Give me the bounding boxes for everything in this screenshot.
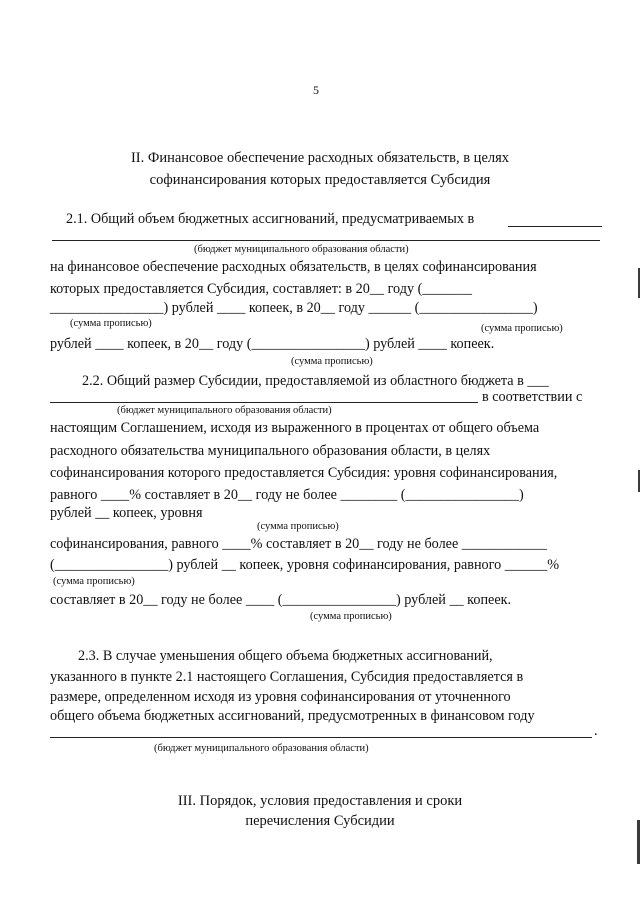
p23-line-3: размере, определенном исходя из уровня софинансирования от уточненного	[50, 689, 511, 705]
p23-blank-budget-line	[50, 737, 592, 738]
p23-line-2: указанного в пункте 2.1 настоящего Соглашения, Субсидия предоставляется в	[50, 669, 524, 685]
section-2-heading-line-1: II. Финансовое обеспечение расходных обязательств, в целях	[130, 150, 510, 166]
p22-line-8: софинансирования, равного ____% составляет в 20__ году не более ____________	[50, 536, 547, 552]
p22-line-3: настоящим Соглашением, исходя из выраженного в процентах от общего объема	[50, 420, 540, 436]
p22-caption-budget: (бюджет муниципального образования области)	[117, 405, 332, 416]
p22-line-6: равного ____% составляет в 20__ году не более ________ (________________)	[50, 487, 524, 503]
p22-line-2-tail: в соответствии с	[482, 389, 583, 405]
p22-line-5: софинансирования которого предоставляется Субсидия: уровня софинансирования,	[50, 465, 558, 481]
p21-blank-budget-inline	[508, 226, 602, 227]
p21-line-3: которых предоставляется Субсидия, составляет: в 20__ году (_______	[50, 281, 472, 297]
p22-line-10: составляет в 20__ году не более ____ (________________) рублей __ копеек.	[50, 592, 512, 608]
p21-line-4: ________________) рублей ____ копеек, в 20__ году ______ (________________)	[50, 300, 538, 316]
p22-caption-sum-1: (сумма прописью)	[257, 521, 339, 532]
p21-line-2: на финансовое обеспечение расходных обязательств, в целях софинансирования	[50, 259, 537, 275]
p21-line-5: рублей ____ копеек, в 20__ году (________________) рублей ____ копеек.	[50, 336, 495, 352]
p22-line-7: рублей __ копеек, уровня	[50, 505, 203, 521]
section-3-heading-line-2: перечисления Субсидии	[245, 813, 395, 829]
p23-caption-budget: (бюджет муниципального образования области)	[154, 743, 369, 754]
p21-caption-sum-right: (сумма прописью)	[481, 323, 563, 334]
p22-line-1: 2.2. Общий размер Субсидии, предоставляемой из областного бюджета в ___	[82, 373, 549, 389]
p21-caption-sum-bottom: (сумма прописью)	[291, 356, 373, 367]
p22-line-4: расходного обязательства муниципального образования области, в целях	[50, 443, 491, 459]
p22-caption-sum-2: (сумма прописью)	[53, 576, 135, 587]
p21-caption-sum-left: (сумма прописью)	[70, 318, 152, 329]
p23-line-4: общего объема бюджетных ассигнований, предусмотренных в финансовом году	[50, 708, 535, 724]
section-3-heading-line-1: III. Порядок, условия предоставления и сроки	[177, 793, 463, 809]
p23-line-5-end: .	[594, 723, 598, 739]
p23-line-1: 2.3. В случае уменьшения общего объема бюджетных ассигнований,	[78, 648, 493, 664]
p22-blank-budget-line	[50, 402, 478, 403]
page-number: 5	[313, 83, 319, 97]
p22-line-9: (________________) рублей __ копеек, уровня софинансирования, равного ______%	[50, 557, 560, 573]
p21-line-1: 2.1. Общий объем бюджетных ассигнований, предусматриваемых в	[66, 211, 475, 227]
p21-blank-budget-line	[52, 240, 600, 241]
section-2-heading-line-2: софинансирования которых предоставляется Субсидия	[149, 172, 491, 188]
p21-caption-budget: (бюджет муниципального образования области)	[194, 244, 409, 255]
p22-caption-sum-3: (сумма прописью)	[310, 611, 392, 622]
